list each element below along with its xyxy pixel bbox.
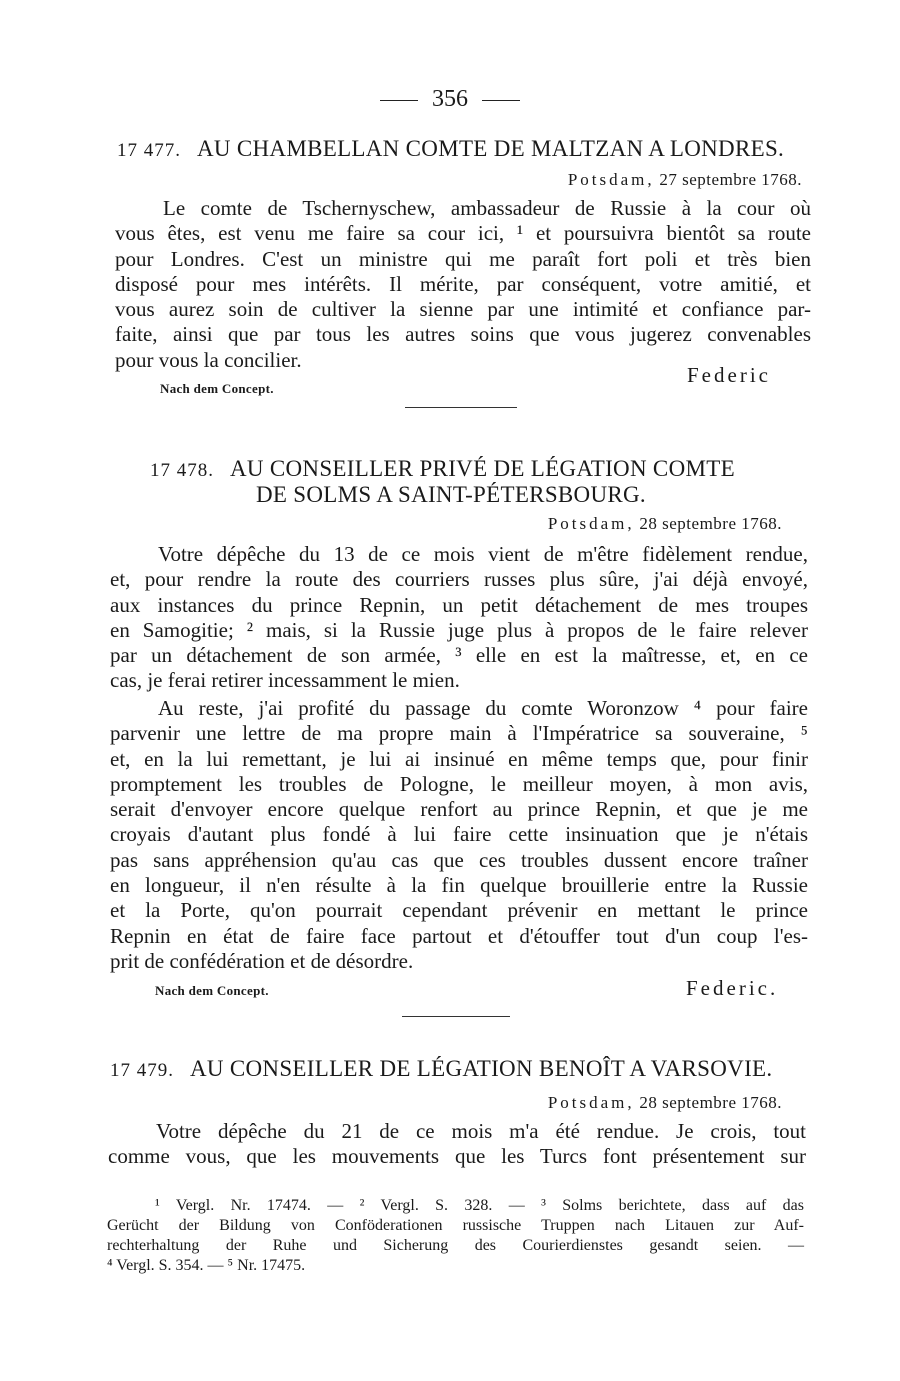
date: 27 septembre 1768. bbox=[659, 170, 802, 189]
date: 28 septembre 1768. bbox=[639, 1093, 782, 1112]
text-line: cas, je ferai retirer incessamment le mien. bbox=[110, 668, 460, 693]
text-line: et la Porte, qu'on pourrait cependant prévenir en mettant le prince bbox=[110, 898, 808, 923]
footnote-line: ⁴ Vergl. S. 354. — ⁵ Nr. 17475. bbox=[107, 1257, 306, 1274]
text-line: Repnin en état de faire face partout et d'étouffer tout d'un coup l'es- bbox=[110, 923, 808, 948]
letter-17478-heading-line-2: DE SOLMS A SAINT-PÉTERSBOURG. bbox=[256, 482, 646, 507]
text-line: aux instances du prince Repnin, un petit détachement de mes troupes bbox=[110, 592, 808, 617]
signature: Federic bbox=[687, 363, 771, 387]
footnote-line: ¹ Vergl. Nr. 17474. — ² Vergl. S. 328. — ³ Solms berichtete, dass auf das bbox=[155, 1197, 804, 1214]
letter-title: AU CONSEILLER DE LÉGATION BENOÎT A VARSOVIE. bbox=[190, 1056, 773, 1081]
page-number-line bbox=[0, 86, 900, 113]
text-line: croyais d'autant plus fondé à lui faire cette insinuation que je n'étais bbox=[110, 822, 808, 847]
text-line: par un détachement de son armée, ³ elle en est la maîtresse, et, en ce bbox=[110, 643, 808, 668]
text-line: en Samogitie; ² mais, si la Russie juge plus à propos de le faire relever bbox=[110, 617, 808, 642]
text-line: Votre dépêche du 13 de ce mois vient de m'être fidèlement rendue, bbox=[158, 542, 808, 566]
letter-17479-heading bbox=[110, 1056, 772, 1082]
text-line: et, en la lui remettant, je lui ai insinué en même temps que, pour finir bbox=[110, 746, 808, 771]
letter-17478-heading bbox=[150, 456, 735, 482]
letter-17477-paragraph-1 bbox=[115, 196, 811, 373]
text-line: Le comte de Tschernyschew, ambassadeur de Russie à la cour où bbox=[163, 196, 811, 220]
source-note: Nach dem Concept. bbox=[155, 983, 269, 998]
text-line: en longueur, il n'en résulte à la fin quelque brouillerie entre la Russie bbox=[110, 873, 808, 898]
text-line: disposé pour mes intérêts. Il mérite, par conséquent, votre amitié, et bbox=[115, 271, 811, 296]
separator-rule bbox=[405, 407, 517, 408]
signature: Federic. bbox=[686, 976, 779, 1000]
dash-left bbox=[380, 100, 418, 101]
page-number: 356 bbox=[432, 86, 468, 112]
text-line: faite, ainsi que par tous les autres soins que vous jugerez convenables bbox=[115, 322, 811, 347]
separator-rule bbox=[402, 1016, 510, 1017]
letter-17477-heading bbox=[117, 136, 784, 162]
letter-17478-dateline bbox=[548, 514, 782, 534]
letter-17478-paragraph-1 bbox=[110, 542, 808, 694]
text-line: vous aurez soin de cultiver la sienne par une intimité et confiance par- bbox=[115, 297, 811, 322]
text-line: parvenir une lettre de ma propre main à l'Impératrice sa souveraine, ⁵ bbox=[110, 721, 808, 746]
letter-17477-dateline bbox=[568, 170, 802, 190]
letter-number: 17 478. bbox=[150, 460, 214, 481]
letter-title: AU CHAMBELLAN COMTE DE MALTZAN A LONDRES. bbox=[197, 136, 785, 161]
place: Potsdam, bbox=[547, 514, 635, 533]
text-line: promptement les troubles de Pologne, le meilleur moyen, à mon avis, bbox=[110, 771, 808, 796]
footnote-line: Gerücht der Bildung von Conföderationen russische Truppen nach Litauen zur Auf- bbox=[107, 1217, 804, 1234]
letter-17479-dateline bbox=[548, 1093, 782, 1113]
text-line: Votre dépêche du 21 de ce mois m'a été rendue. Je crois, tout bbox=[156, 1119, 806, 1143]
place: Potsdam, bbox=[547, 1093, 635, 1112]
letter-number: 17 479. bbox=[110, 1060, 174, 1081]
text-line: comme vous, que les mouvements que les Turcs font présentement sur bbox=[108, 1144, 806, 1169]
date: 28 septembre 1768. bbox=[639, 514, 782, 533]
text-line: pour vous la concilier. bbox=[115, 347, 302, 372]
source-note: Nach dem Concept. bbox=[160, 381, 274, 396]
text-line: Au reste, j'ai profité du passage du comte Woronzow ⁴ pour faire bbox=[158, 696, 808, 720]
text-line: vous êtes, est venu me faire sa cour ici, ¹ et poursuivra bientôt sa route bbox=[115, 221, 811, 246]
text-line: pour Londres. C'est un ministre qui me paraît fort poli et très bien bbox=[115, 246, 811, 271]
text-line: prit de confédération et de désordre. bbox=[110, 948, 414, 973]
footnotes bbox=[107, 1196, 804, 1276]
footnote-line: rechterhaltung der Ruhe und Sicherung des Courierdienstes gesandt seien. — bbox=[107, 1237, 804, 1254]
text-line: pas sans appréhension qu'au cas que ces troubles dussent encore traîner bbox=[110, 847, 808, 872]
place: Potsdam, bbox=[567, 170, 655, 189]
letter-number: 17 477. bbox=[117, 140, 181, 161]
letter-title: AU CONSEILLER PRIVÉ DE LÉGATION COMTE bbox=[230, 456, 735, 481]
dash-right bbox=[482, 100, 520, 101]
letter-17478-paragraph-2 bbox=[110, 696, 808, 974]
letter-17479-paragraph-1 bbox=[108, 1119, 806, 1170]
text-line: serait d'envoyer encore quelque renfort au prince Repnin, et que je me bbox=[110, 797, 808, 822]
text-line: et, pour rendre la route des courriers russes plus sûre, j'ai déjà envoyé, bbox=[110, 567, 808, 592]
